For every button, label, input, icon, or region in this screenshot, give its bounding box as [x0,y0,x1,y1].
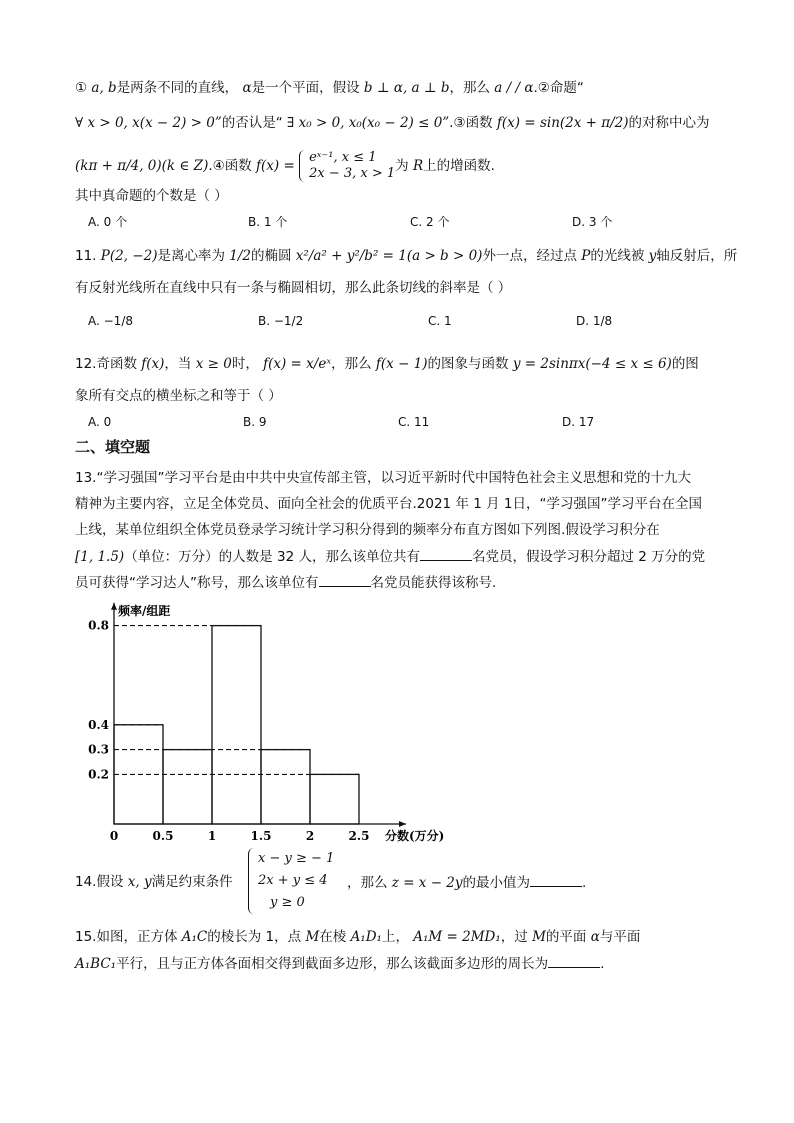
q12-text: 时， [231,356,264,372]
math: R [412,158,424,174]
q15-text: 15.如图，正方体 [75,929,182,945]
y-tick-label: 0.2 [88,767,109,782]
math: z = x − 2y [391,875,463,891]
math: x ≥ 0 [195,356,232,372]
q10-text: .②命题“ [533,80,584,96]
q10-text: 是一个平面，假设 [251,80,364,96]
q13-text: （单位：万分）的人数是 32 人，那么该单位共有 [124,549,420,565]
q10-question: 其中真命题的个数是（ ） [75,188,228,204]
q15-line2 [75,953,604,974]
q12-line1 [75,354,699,374]
piecewise-brace [299,150,395,182]
math: α [590,929,600,945]
q15-text: 平行，且与正方体各面相交得到截面多边形，那么该截面多边形的周长为 [116,956,549,972]
x-tick-label: 2.5 [348,829,370,843]
q12-option-d: D. 17 [562,415,595,429]
q12-option-b: B. 9 [243,415,267,429]
q15-text: 在棱 [319,929,351,945]
q11-line1 [75,246,737,266]
answer-blank[interactable] [548,953,600,968]
q12-line2: 象所有交点的横坐标之和等于（ ） [75,388,282,404]
constraint-3: y ≥ 0 [270,895,305,910]
q10-text: 的对称中心为 [628,115,710,131]
q13-line3: 上线，某单位组织全体党员登录学习统计学习积分得到的频率分布直方图如下列图.假设学习积分在 [75,522,660,538]
q10-line3 [75,150,495,182]
q12-text: 12.奇函数 [75,356,142,372]
answer-blank[interactable] [530,872,582,887]
x-tick-label: 1 [207,829,217,843]
q13-text: 名党员能获得该称号. [370,575,497,591]
q15-text: ，过 [500,929,533,945]
piece-2: 2x − 3, x > 1 [309,166,396,181]
q14-text: ，那么 [347,875,392,891]
q10-option-b: B. 1 个 [248,215,288,229]
q14-text: . [582,875,587,891]
math: f(x) = sin(2x + π/2) [496,115,629,131]
q13-line1: 13.“学习强国”学习平台是由中共中央宣传部主管，以习近平新时代中国特色社会主义思想和党的十九大 [75,470,691,486]
math: P(2, −2) [100,248,158,264]
q13-line2: 精神为主要内容，立足全体党员、面向全社会的优质平台.2021 年 1 月 1日，“学习强国”学习平台在全国 [75,496,702,512]
q10-option-d: D. 3 个 [572,215,613,229]
q10-text: 是两条不同的直线， [116,80,239,96]
y-tick-label: 0.4 [88,717,109,732]
q14-text: 满足约束条件 [151,874,233,890]
math: ∀ x > 0, x(x − 2) > 0” [75,115,222,131]
math: A₁BC₁ [75,956,117,972]
math: x²/a² + y²/b² = 1(a > b > 0) [295,248,483,264]
math: [1, 1.5) [75,549,125,565]
answer-blank[interactable] [420,546,472,561]
histogram-bar [310,774,359,824]
q12-text: ，当 [164,356,196,372]
q15-text: . [600,956,605,972]
q11-text: 11. [75,248,101,264]
q11-option-b: B. −1/2 [258,314,304,328]
q14-text: 14.假设 [75,874,128,890]
y-axis-label: 频率/组距 [118,603,171,618]
q10-option-a: A. 0 个 [88,215,128,229]
math: a, b [91,80,117,96]
q10-text: 为 [395,158,413,174]
math: 1/2 [229,248,251,264]
q10-line2 [75,113,710,133]
histogram-bar [212,626,261,824]
x-axis-label: 分数(万分) [385,829,445,843]
x-axis-arrow [399,821,406,827]
x-tick-label: 0.5 [152,829,174,843]
q11-text: 轴反射后，所 [656,248,738,264]
q15-text: 与平面 [599,929,641,945]
math: x, y [127,874,152,890]
math: f(x) = x/eˣ [263,356,332,372]
math: f(x − 1) [375,356,428,372]
answer-blank[interactable] [319,572,371,587]
math: (kπ + π/4, 0)(k ∈ Z) [75,158,209,174]
q13-line5 [75,572,496,593]
q11-option-a: A. −1/8 [88,314,133,328]
math: A₁M = 2MD₁ [413,929,501,945]
q10-text: ，那么 [449,80,495,96]
math: f(x) [141,356,165,372]
math: A₁C [181,929,208,945]
piece-1: eˣ⁻¹, x ≤ 1 [309,150,377,165]
q15-line1 [75,927,640,947]
constraint-brace [248,848,334,914]
q11-text: 是离心率为 [157,248,230,264]
q11-option-d: D. 1/8 [576,314,613,328]
constraint-2: 2x + y ≤ 4 [258,873,328,888]
q11-text: 外一点，经过点 [482,248,582,264]
q11-text: 的光线被 [590,248,649,264]
q12-text: ，那么 [331,356,376,372]
histogram-bar [163,750,212,824]
q14-text: 的最小值为 [462,875,531,891]
histogram-bar [261,750,310,824]
math: A₁D₁ [350,929,382,945]
section-heading: 二、填空题 [75,438,151,456]
q11-line2: 有反射光线所在直线中只有一条与椭圆相切，那么此条切线的斜率是（ ） [75,280,512,296]
math: M [532,929,546,945]
q10-text: 的否认是“ [221,115,288,131]
q11-option-c: C. 1 [428,314,452,328]
math: b ⊥ α, a ⊥ b [363,80,450,96]
q13-text: 员可获得“学习达人”称号，那么该单位有 [75,575,319,591]
y-tick-label: 0.3 [88,742,109,757]
q15-text: 的棱长为 1，点 [207,929,306,945]
q13-line4 [75,546,705,567]
q15-text: 的平面 [545,929,591,945]
y-axis-arrow [111,603,117,610]
q10-text: .③函数 [449,115,497,131]
constraint-1: x − y ≥ − 1 [258,851,335,866]
q11-text: 的椭圆 [251,248,296,264]
math: a / / α [494,80,534,96]
q10-text: ① [75,80,92,96]
math: y [648,248,657,264]
q12-text: 的图 [671,356,699,372]
q12-option-c: C. 11 [398,415,430,429]
q13-text: 名党员，假设学习积分超过 2 万分的党 [471,549,706,565]
q10-text: .④函数 [208,158,257,174]
q12-option-a: A. 0 [88,415,112,429]
math: f(x) = [256,158,295,174]
math: ∃ x₀ > 0, x₀(x₀ − 2) ≤ 0” [287,115,450,131]
y-tick-label: 0.8 [88,618,109,633]
q10-text: 上的增函数. [423,158,495,174]
x-tick-label: 2 [305,829,315,843]
q10-line1 [75,78,584,98]
math: y = 2sinπx(−4 ≤ x ≤ 6) [512,356,672,372]
q10-option-c: C. 2 个 [410,215,450,229]
math: P [581,248,591,264]
q12-text: 的图象与函数 [427,356,513,372]
frequency-histogram [80,592,445,844]
math: M [305,929,320,945]
math: α [242,80,252,96]
q15-text: 上， [381,929,414,945]
x-tick-label: 1.5 [250,829,272,843]
x-tick-label: 0 [109,829,119,843]
